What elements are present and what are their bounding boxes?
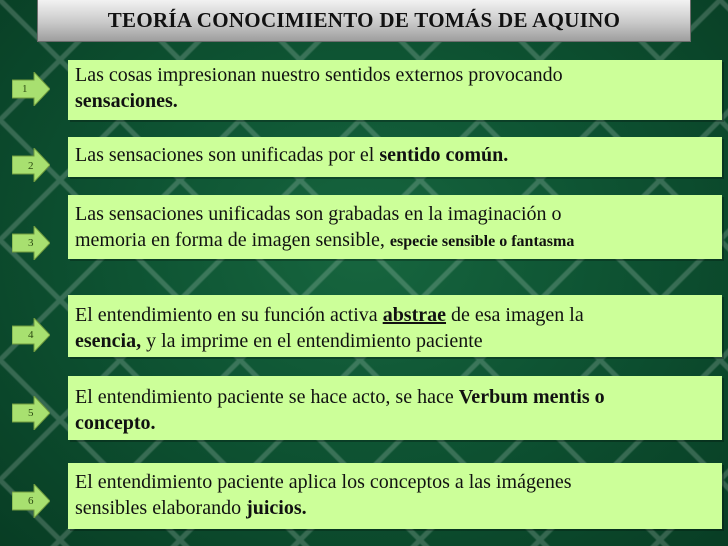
step-number: 4 [28, 329, 34, 341]
arrow-icon [12, 148, 50, 182]
step-bold: sensaciones. [75, 90, 178, 112]
step-box [68, 295, 722, 357]
step-bold-2: concepto. [75, 412, 156, 434]
step-text-line2: memoria en forma de imagen sensible, [75, 229, 390, 251]
step-text-line1: Las sensaciones unificadas son grabadas en la imaginación o [75, 203, 562, 225]
step-bold: especie sensible o fantasma [389, 233, 575, 250]
step-box [68, 376, 722, 440]
step-text: Las sensaciones son unificadas por el [75, 144, 380, 166]
step-box [68, 195, 722, 259]
step-number: 1 [22, 83, 28, 95]
step-number: 3 [28, 237, 34, 249]
step-number: 5 [28, 407, 34, 419]
step-text: El entendimiento paciente se hace acto, se hace [75, 386, 459, 408]
step-text-line1: El entendimiento paciente aplica los conceptos a las imágenes [75, 471, 572, 493]
arrow-icon [12, 226, 50, 260]
step-bold: sentido común. [379, 144, 509, 166]
step-text-line2: sensibles elaborando [75, 497, 247, 519]
step-bold: Verbum mentis o [458, 386, 605, 408]
step-text-middle: de esa imagen la [446, 304, 584, 326]
step-box [68, 463, 722, 529]
step-bold-underlined: abstrae [382, 304, 447, 326]
step-bold: juicios. [246, 497, 307, 519]
step-text: Las cosas impresionan nuestro sentidos externos provocando [75, 64, 563, 86]
step-box [68, 137, 722, 177]
step-box [68, 60, 722, 120]
arrow-icon [12, 396, 50, 430]
arrow-icon [12, 72, 50, 106]
step-number: 6 [28, 495, 34, 507]
arrow-icon [12, 318, 50, 352]
step-text-after: y la imprime en el entendimiento paciente [141, 330, 483, 352]
step-number: 2 [28, 160, 34, 172]
arrow-icon [12, 484, 50, 518]
step-bold: esencia, [75, 330, 142, 352]
page-title: TEORÍA CONOCIMIENTO DE TOMÁS DE AQUINO [107, 8, 621, 32]
title-bar [37, 0, 691, 42]
step-text: El entendimiento en su función activa [75, 304, 383, 326]
